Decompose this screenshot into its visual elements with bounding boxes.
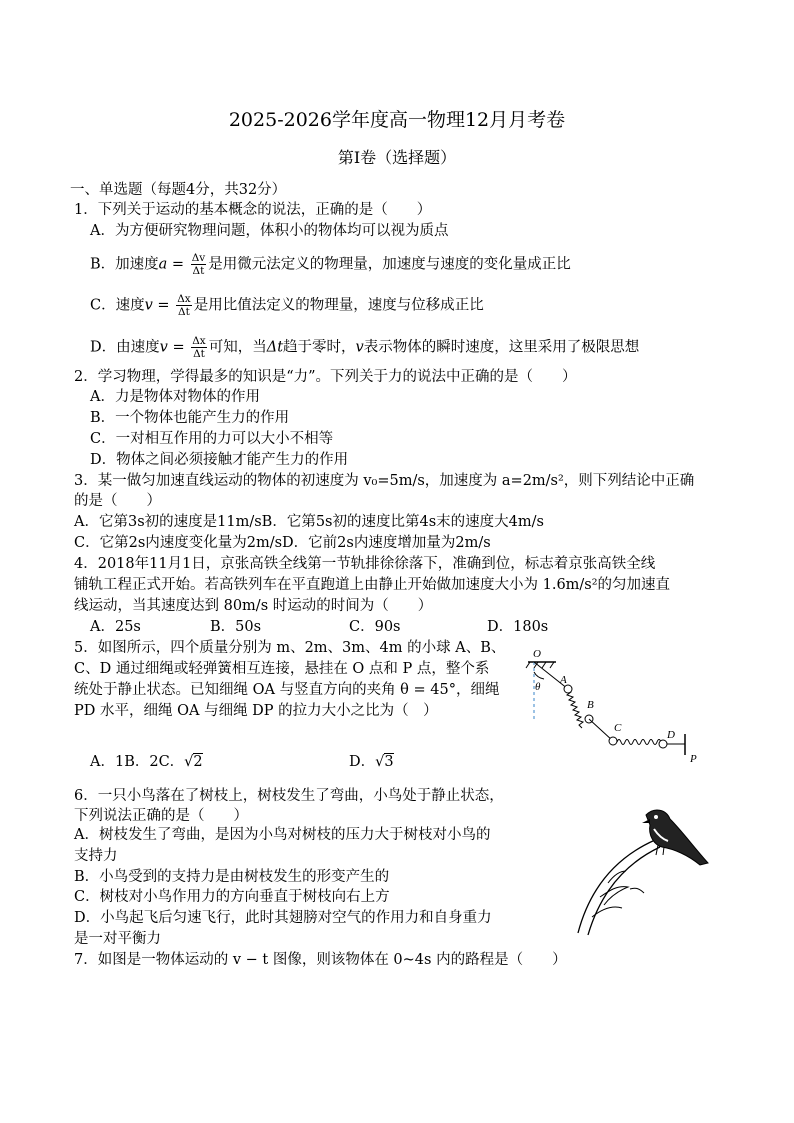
q5-stem-line2: C、D 通过细绳或轻弹簧相互连接，悬挂在 O 点和 P 点，整个系 — [74, 661, 490, 677]
q4-option-c: C．90s — [349, 619, 401, 635]
q5-sqrt2: √2 — [184, 754, 203, 770]
q1-option-d — [90, 335, 639, 360]
branch-lower-edge — [588, 847, 660, 935]
q1-b-den: Δt — [192, 265, 205, 277]
q1-d-mid2: 趋于零时， — [283, 339, 356, 356]
q1-c-text: 是用比值法定义的物理量，速度与位移成正比 — [193, 297, 484, 314]
q1-d-eq: = — [167, 339, 190, 356]
q1-c-num: Δx — [177, 293, 191, 305]
q1-stem: 1．下列关于运动的基本概念的说法，正确的是（ ） — [74, 202, 432, 218]
ball-a — [564, 685, 572, 693]
q6-option-c: C．树枝对小鸟作用力的方向垂直于树枝向右上方 — [74, 889, 390, 905]
q1-b-fraction — [191, 252, 207, 277]
q1-c-prefix: C．速度 — [90, 297, 145, 314]
q6-option-a-line2: 支持力 — [74, 848, 118, 864]
q5-spring-figure — [520, 645, 710, 775]
q3-stem-line1: 3．某一做匀加速直线运动的物体的初速度为 v₀=5m/s，加速度为 a=2m/s²，则下列结论中正确 — [74, 473, 695, 489]
q6-stem-line2: 下列说法正确的是（ ） — [74, 808, 248, 824]
q6-stem-line1: 6．一只小鸟落在了树枝上，树枝发生了弯曲，小鸟处于静止状态， — [74, 788, 504, 804]
q1-d-den: Δt — [193, 348, 205, 360]
q4-stem-line1: 4．2018年11月1日，京张高铁全线第一节轨排徐徐落下，准确到位，标志着京张高铁全线 — [74, 556, 656, 572]
q5-option-d — [349, 753, 394, 771]
q3-stem-line2: 的是（ ） — [74, 493, 161, 509]
q3-options-ab: A．它第3s初的速度是11m/sB．它第5s初的速度比第4s末的速度大4m/s — [74, 514, 544, 530]
label-a: A — [560, 674, 567, 686]
label-o: O — [533, 648, 541, 660]
q4-option-d: D．180s — [487, 619, 549, 635]
q4-option-b: B．50s — [210, 619, 262, 635]
q1-c-eq: = — [152, 297, 175, 314]
q1-d-dt: Δt — [266, 339, 284, 356]
label-d: D — [667, 729, 675, 741]
q5-option-d-label: D． — [349, 754, 376, 770]
ceiling-hatch — [526, 662, 530, 668]
q6-option-d-line1: D．小鸟起飞后匀速飞行，此时其翅膀对空气的作用力和自身重力 — [74, 910, 492, 926]
q2-stem: 2．学习物理，学得最多的知识是“力”。下列关于力的说法中正确的是（ ） — [74, 369, 577, 385]
branch-upper-edge — [578, 840, 655, 933]
q5-options-abc — [90, 753, 203, 771]
q5-stem-line1: 5．如图所示，四个质量分别为 m、2m、3m、4m 的小球 A、B、 — [74, 640, 506, 656]
bird-eye — [654, 815, 658, 819]
q6-option-a-line1: A．树枝发生了弯曲，是因为小鸟对树枝的压力大于树枝对小鸟的 — [74, 827, 491, 843]
spring-cd — [617, 740, 661, 745]
q2-option-a: A．力是物体对物体的作用 — [90, 389, 260, 405]
q1-d-fraction — [191, 335, 207, 360]
ceiling-hatch — [550, 662, 554, 668]
q5-sqrt3: √3 — [375, 754, 394, 770]
twig — [600, 887, 628, 905]
twig — [630, 888, 644, 893]
q1-option-a: A．为方便研究物理问题，体积小的物体均可以视为质点 — [90, 223, 449, 239]
q1-b-text: 是用微元法定义的物理量，加速度与速度的变化量成正比 — [208, 256, 571, 273]
ball-d — [659, 740, 667, 748]
q5-options-ab-text: A．1B．2C． — [90, 754, 185, 770]
q7-stem: 7．如图是一物体运动的 v − t 图像，则该物体在 0~4s 内的路程是（ ） — [74, 952, 567, 968]
ceiling-hatch — [542, 662, 546, 668]
label-b: B — [587, 699, 594, 711]
q5-stem-line3: 统处于静止状态。已知细绳 OA 与竖直方向的夹角 θ = 45°，细绳 — [74, 682, 500, 698]
q4-option-a: A．25s — [90, 619, 141, 635]
q3-options-cd: C．它第2s内速度变化量为2m/sD．它前2s内速度增加量为2m/s — [74, 535, 491, 551]
label-c: C — [614, 722, 622, 734]
q6-option-b: B．小鸟受到的支持力是由树枝发生的形变产生的 — [74, 869, 390, 885]
string-bc — [589, 719, 613, 741]
spring-ab — [567, 689, 583, 728]
q1-d-var: v — [159, 339, 168, 356]
page-title: 2025-2026学年度高一物理12月月考卷 — [228, 109, 566, 131]
q2-option-d: D．物体之间必须接触才能产生力的作用 — [90, 452, 349, 468]
q2-option-b: B．一个物体也能产生力的作用 — [90, 410, 290, 426]
q1-d-mid: 可知，当 — [208, 339, 267, 356]
section-heading: 一、单选题（每题4分，共32分） — [70, 182, 287, 198]
q1-option-b — [90, 252, 571, 277]
q5-stem-line4: PD 水平，细绳 OA 与细绳 DP 的拉力大小之比为（ ） — [74, 703, 438, 719]
q1-d-num: Δx — [192, 335, 206, 347]
q1-c-fraction — [176, 293, 192, 318]
angle-arc — [534, 672, 544, 679]
label-theta: θ — [535, 681, 541, 693]
q1-d-v: v — [355, 339, 364, 356]
q6-option-d-line2: 是一对平衡力 — [74, 931, 161, 947]
q4-stem-line3: 线运动，当其速度达到 80m/s 时运动的时间为（ ） — [74, 598, 433, 614]
q5-sqrt2-radicand: 2 — [193, 754, 203, 770]
q1-option-c — [90, 293, 484, 318]
q1-b-prefix: B．加速度 — [90, 256, 159, 273]
q1-b-num: Δv — [191, 252, 206, 264]
q1-d-prefix: D．由速度 — [90, 339, 160, 356]
section-subtitle: 第Ⅰ卷（选择题） — [337, 148, 457, 167]
q1-b-var: a — [158, 256, 168, 273]
q1-d-text: 表示物体的瞬时速度，这里采用了极限思想 — [363, 339, 640, 356]
q1-b-eq: = — [167, 256, 189, 273]
q2-option-c: C．一对相互作用的力可以大小不相等 — [90, 431, 334, 447]
q1-c-den: Δt — [178, 306, 190, 318]
bird-branch-figure — [570, 805, 720, 945]
ball-c — [609, 737, 617, 745]
label-p: P — [690, 753, 697, 765]
q4-stem-line2: 铺轨工程正式开始。若高铁列车在平直跑道上由静止开始做加速度大小为 1.6m/s²的匀加速直 — [74, 577, 671, 593]
q5-sqrt3-radicand: 3 — [384, 754, 394, 770]
q1-c-var: v — [144, 297, 153, 314]
